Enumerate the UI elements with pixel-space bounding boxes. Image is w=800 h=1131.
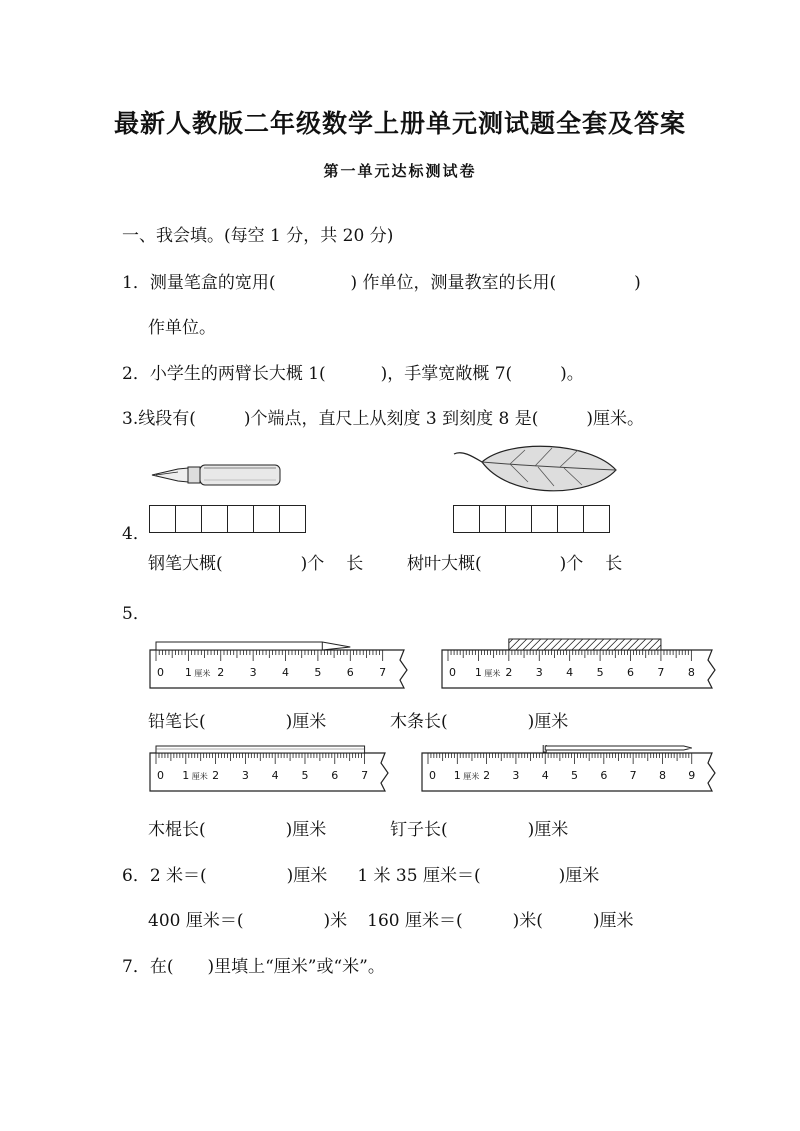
ruler-label: 7 (629, 769, 637, 782)
q6-text-i: )厘米 (592, 911, 634, 931)
q3-text-a: 3.线段有( (122, 409, 196, 429)
ruler-label: 5 (596, 666, 604, 679)
ruler-label: 1 (474, 666, 482, 679)
q6-text-h: )米( (512, 911, 543, 931)
ruler-label: 6 (346, 666, 354, 679)
ruler-label: 0 (157, 666, 164, 679)
q4-pen-text-a: 钢笔大概( (148, 554, 223, 574)
leaf-image (450, 440, 620, 500)
q6-text-a: 6．2 米＝( (122, 866, 207, 886)
q5-stick-text-a: 木棍长( (148, 820, 206, 840)
ruler-label: 1 (182, 769, 190, 782)
ruler-label: 0 (429, 769, 436, 782)
q5-pencil-text-a: 铅笔长( (148, 712, 206, 732)
ruler-label: 3 (512, 769, 520, 782)
q5-wood-text-b: )厘米 (527, 712, 569, 732)
question-1-line2: 作单位。 (148, 318, 216, 338)
ruler-label: 8 (658, 769, 666, 782)
page-title: 最新人教版二年级数学上册单元测试题全套及答案 (113, 109, 686, 138)
q3-text-b: )个端点，直尺上从刻度 3 到刻度 8 是( (243, 409, 539, 429)
q5-nail-text-a: 钉子长( (390, 820, 448, 840)
question-3 (122, 404, 644, 429)
section-heading: 一、我会填。(每空 1 分，共 20 分) (122, 226, 394, 246)
ruler-label: 2 (212, 769, 220, 782)
ruler-label: 9 (688, 769, 696, 782)
ruler-label: 6 (331, 769, 339, 782)
q4-pen-text-c: 长 (346, 554, 364, 574)
ruler-label: 4 (541, 769, 549, 782)
ruler-label: 7 (379, 666, 387, 679)
ruler-unit-label: 厘米 (463, 772, 480, 781)
ruler-wood-bar (440, 634, 718, 690)
q5-stick-text-b: )厘米 (285, 820, 327, 840)
ruler-unit-label: 厘米 (484, 669, 501, 678)
question-4-leaf (407, 549, 622, 574)
question-4-number: 4． (122, 524, 150, 544)
question-2 (122, 359, 584, 384)
q6-text-d: )厘米 (558, 866, 600, 886)
q6-text-c: 1 米 35 厘米＝( (357, 866, 481, 886)
ruler-label: 0 (157, 769, 164, 782)
q2-text-a: 2．小学生的两臂长大概 1( (122, 364, 326, 384)
q3-text-c: )厘米。 (586, 409, 645, 429)
ruler-label: 2 (505, 666, 513, 679)
ruler-label: 8 (687, 666, 695, 679)
ruler-label: 4 (566, 666, 574, 679)
question-1-line1 (122, 268, 641, 293)
question-6-line2 (148, 906, 634, 931)
q5-stick-line (148, 815, 326, 840)
ruler-label: 7 (361, 769, 369, 782)
leaf-measure-boxes (453, 505, 610, 533)
ruler-unit-label: 厘米 (194, 669, 211, 678)
question-7: 7．在( )里填上“厘米”或“米”。 (122, 957, 385, 977)
question-4-pen (148, 549, 363, 574)
ruler-nail (420, 745, 718, 793)
ruler-pencil (148, 634, 410, 690)
wood-bar-shape (509, 639, 661, 650)
q6-text-f: )米 (323, 911, 348, 931)
ruler-label: 1 (453, 769, 461, 782)
stick-shape (156, 746, 365, 753)
q5-wood-text-a: 木条长( (390, 712, 448, 732)
ruler-label: 3 (249, 666, 257, 679)
q4-pen-text-b: )个 (300, 554, 325, 574)
q6-text-b: )厘米 (286, 866, 328, 886)
ruler-label: 3 (535, 666, 543, 679)
ruler-label: 0 (449, 666, 456, 679)
ruler-label: 5 (314, 666, 322, 679)
q1-text-a: 1．测量笔盒的宽用( (122, 273, 276, 293)
q5-nail-line (390, 815, 568, 840)
ruler-label: 7 (657, 666, 665, 679)
pencil-shape (156, 642, 350, 650)
page-subtitle: 第一单元达标测试卷 (323, 162, 477, 180)
q6-text-g: 160 厘米＝( (367, 911, 463, 931)
pen-measure-boxes (149, 505, 306, 533)
ruler-label: 6 (627, 666, 635, 679)
q5-wood-line (390, 707, 568, 732)
ruler-label: 4 (282, 666, 290, 679)
nail-body (545, 746, 692, 750)
ruler-label: 5 (301, 769, 309, 782)
ruler-label: 6 (600, 769, 608, 782)
q5-nail-text-b: )厘米 (527, 820, 569, 840)
ruler-label: 2 (483, 769, 491, 782)
ruler-label: 1 (184, 666, 192, 679)
ruler-label: 2 (217, 666, 225, 679)
q5-pencil-line (148, 707, 326, 732)
fountain-pen-image (148, 455, 284, 495)
q6-text-e: 400 厘米＝( (148, 911, 244, 931)
ruler-body (442, 650, 715, 688)
q2-text-c: )。 (560, 364, 584, 384)
ruler-label: 5 (571, 769, 579, 782)
q1-text-c: ) (634, 273, 641, 293)
ruler-stick (148, 745, 391, 793)
ruler-unit-label: 厘米 (191, 772, 208, 781)
q4-leaf-text-a: 树叶大概( (407, 554, 482, 574)
q5-pencil-text-b: )厘米 (285, 712, 327, 732)
ruler-label: 4 (271, 769, 279, 782)
ruler-label: 3 (241, 769, 249, 782)
q1-text-b: ) 作单位，测量教室的长用( (350, 273, 557, 293)
question-5-number: 5． (122, 604, 150, 624)
q4-leaf-text-b: )个 (559, 554, 584, 574)
q2-text-b: )，手掌宽敞概 7( (380, 364, 513, 384)
question-6-line1 (122, 861, 599, 886)
q4-leaf-text-c: 长 (605, 554, 623, 574)
